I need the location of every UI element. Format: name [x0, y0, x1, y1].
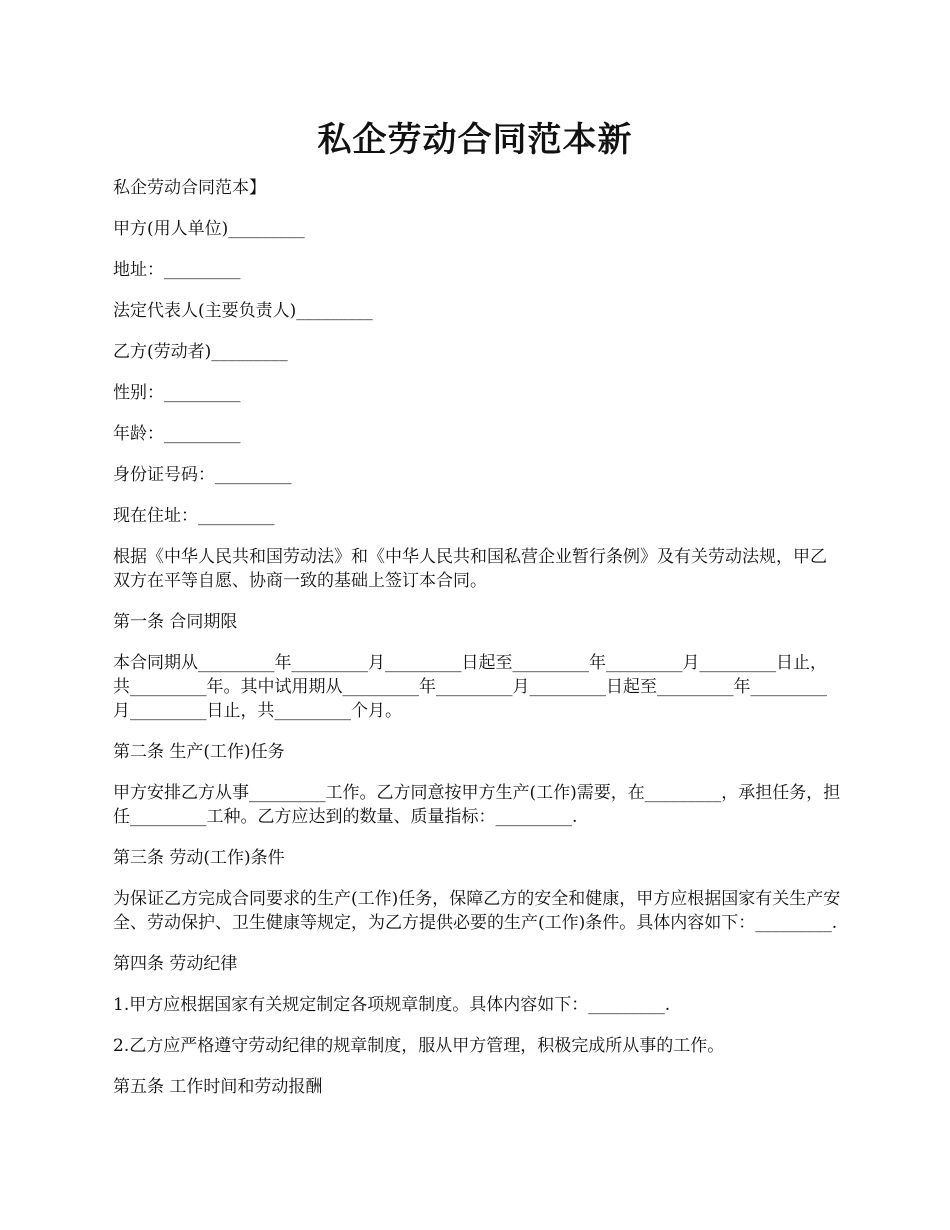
- article-2-paragraph: 甲方安排乙方从事_________工作。乙方同意按甲方生产(工作)需要，在_________，承担任务，担任_________工种。乙方应达到的数量、质量指标：_________.: [113, 783, 841, 827]
- article-5-heading: 第五条 工作时间和劳动报酬: [113, 1077, 323, 1097]
- article-2-heading: 第二条 生产(工作)任务: [113, 742, 285, 762]
- article-1-paragraph: 本合同期从_________年_________月_________日起至_________年_________月_________日止，共_________年。其中试用期从_________年_________月_________日起至_________年_________月_________日止，共_________个月。: [113, 653, 827, 721]
- article-3-heading: 第三条 劳动(工作)条件: [113, 848, 285, 868]
- age-field: 年龄：_________: [113, 424, 241, 444]
- party-b-field: 乙方(劳动者)_________: [113, 342, 288, 362]
- article-3-paragraph: 为保证乙方完成合同要求的生产(工作)任务，保障乙方的安全和健康，甲方应根据国家有关生产安全、劳动保护、卫生健康等规定，为乙方提供必要的生产(工作)条件。具体内容如下：_________.: [113, 889, 841, 933]
- intro-heading: 私企劳动合同范本】: [113, 178, 266, 198]
- legal-representative-field: 法定代表人(主要负责人)_________: [113, 301, 373, 321]
- document-title: 私企劳动合同范本新: [317, 120, 633, 160]
- article-4-item-2: 2.乙方应严格遵守劳动纪律的规章制度，服从甲方管理，积极完成所从事的工作。: [113, 1036, 725, 1056]
- document-body: [113, 176, 843, 1116]
- party-a-field: 甲方(用人单位)_________: [113, 219, 305, 239]
- article-4-item-1: 1.甲方应根据国家有关规定制定各项规章制度。具体内容如下：_________.: [113, 995, 671, 1015]
- id-number-field: 身份证号码：_________: [113, 465, 292, 485]
- current-address-field: 现在住址：_________: [113, 506, 275, 526]
- address-field: 地址：_________: [113, 260, 241, 280]
- article-4-heading: 第四条 劳动纪律: [113, 954, 238, 974]
- gender-field: 性别：_________: [113, 383, 241, 403]
- preamble-paragraph: 根据《中华人民共和国劳动法》和《中华人民共和国私营企业暂行条例》及有关劳动法规，甲乙双方在平等自愿、协商一致的基础上签订本合同。: [113, 547, 827, 591]
- article-1-heading: 第一条 合同期限: [113, 612, 238, 632]
